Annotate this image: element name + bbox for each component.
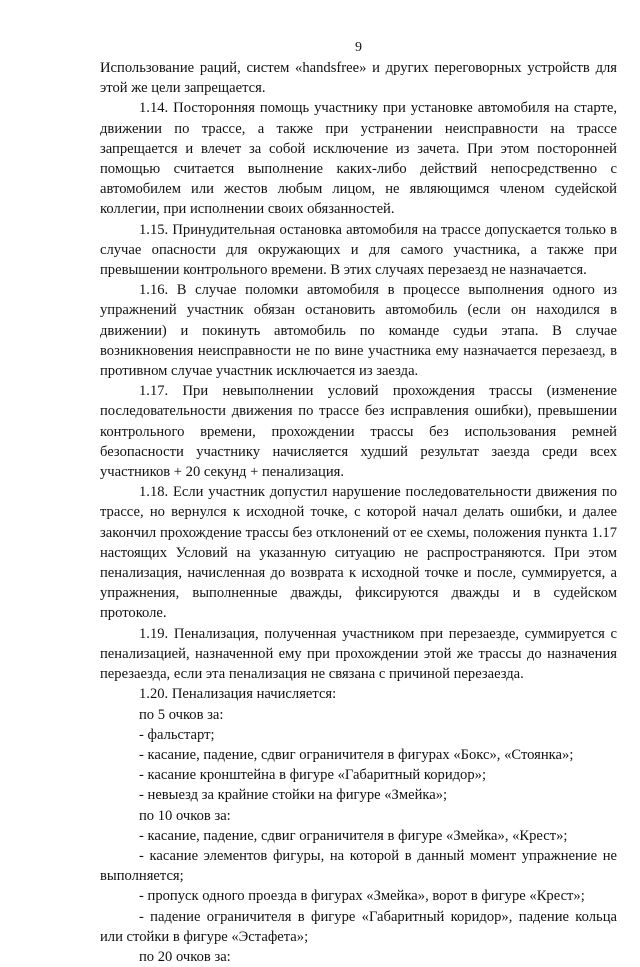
penalty-5-heading: по 5 очков за: (139, 706, 224, 723)
list-item: - касание элементов фигуры, на которой в данный момент упражнение не выполняется; (100, 847, 617, 885)
paragraph-1-15: 1.15. Принудительная остановка автомобиля на трассе допускается только в случае опасности для окружающих и для самого участника, а также при превышении контрольного времени. В этих случаях перезаезд не назначается. (100, 221, 617, 279)
paragraph-1-17: 1.17. При невыполнении условий прохождения трассы (изменение последовательности движения по трассе без исправления ошибки), превышении контрольного времени, прохождении трассы без использования ремней безопасности участнику начисляется худший результат заезда среди всех участников + 20 секунд + пенализация. (100, 383, 617, 481)
paragraph-1-20: 1.20. Пенализация начисляется: (139, 686, 337, 703)
paragraph-1-19: 1.19. Пенализация, полученная участником при перезаезде, суммируется с пенализацией, назначенной ему при прохождении этой же трассы до назначения перезаезда, если эта пенализация не связана с причиной перезаезда. (100, 625, 617, 683)
list-item: - касание кронштейна в фигуре «Габаритный коридор»; (139, 767, 487, 784)
list-item: - касание, падение, сдвиг ограничителя в фигурах «Бокс», «Стоянка»; (139, 746, 574, 763)
list-item: - падение ограничителя в фигуре «Габаритный коридор», падение кольца или стойки в фигуре «Эстафета»; (100, 908, 617, 945)
paragraph-radio-ban: Использование раций, систем «handsfree» и других переговорных устройств для этой же цели запрещается. (100, 60, 617, 97)
list-item: - касание, падение, сдвиг ограничителя в фигуре «Змейка», «Крест»; (139, 827, 568, 844)
list-item: - пропуск одного проезда в фигурах «Змейка», ворот в фигуре «Крест»; (139, 888, 585, 905)
penalty-10-heading: по 10 очков за: (139, 807, 231, 824)
list-item: - фальстарт; (139, 726, 215, 743)
paragraph-1-14: 1.14. Посторонняя помощь участнику при установке автомобиля на старте, движении по трассе, а также при устранении неисправности на трассе запрещается и влечет за собой исключение из зачета. При этом посторонней помощью считается выполнение каких-либо действий непосредственно с автомобилем или жестов любым лицом, не являющимся членом судейской коллегии, при исполнении своих обязанностей. (100, 100, 617, 218)
paragraph-1-16: 1.16. В случае поломки автомобиля в процессе выполнения одного из упражнений участник обязан остановить автомобиль (если он находился в движении) и покинуть автомобиль по команде судьи этапа. В случае возникновения неисправности не по вине участника ему назначается перезаезд, в противном случае участник исключается из заезда. (100, 282, 617, 380)
penalty-20-heading: по 20 очков за: (139, 948, 231, 965)
list-item: - невыезд за крайние стойки на фигуре «Змейка»; (139, 787, 448, 804)
paragraph-1-18: 1.18. Если участник допустил нарушение последовательности движения по трассе, но вернулся к исходной точке, с которой начал делать ошибки, и далее закончил прохождение трассы без отклонений от ее схемы, положения пункта 1.17 настоящих Условий на указанную ситуацию не распространяются. При этом пенализация, начисленная до возврата к исходной точке и после, суммируется, а упражнения, выполненные дважды, фиксируются дважды и в судейском протоколе. (100, 484, 617, 622)
document-body (100, 58, 617, 967)
page-number: 9 (355, 40, 362, 55)
